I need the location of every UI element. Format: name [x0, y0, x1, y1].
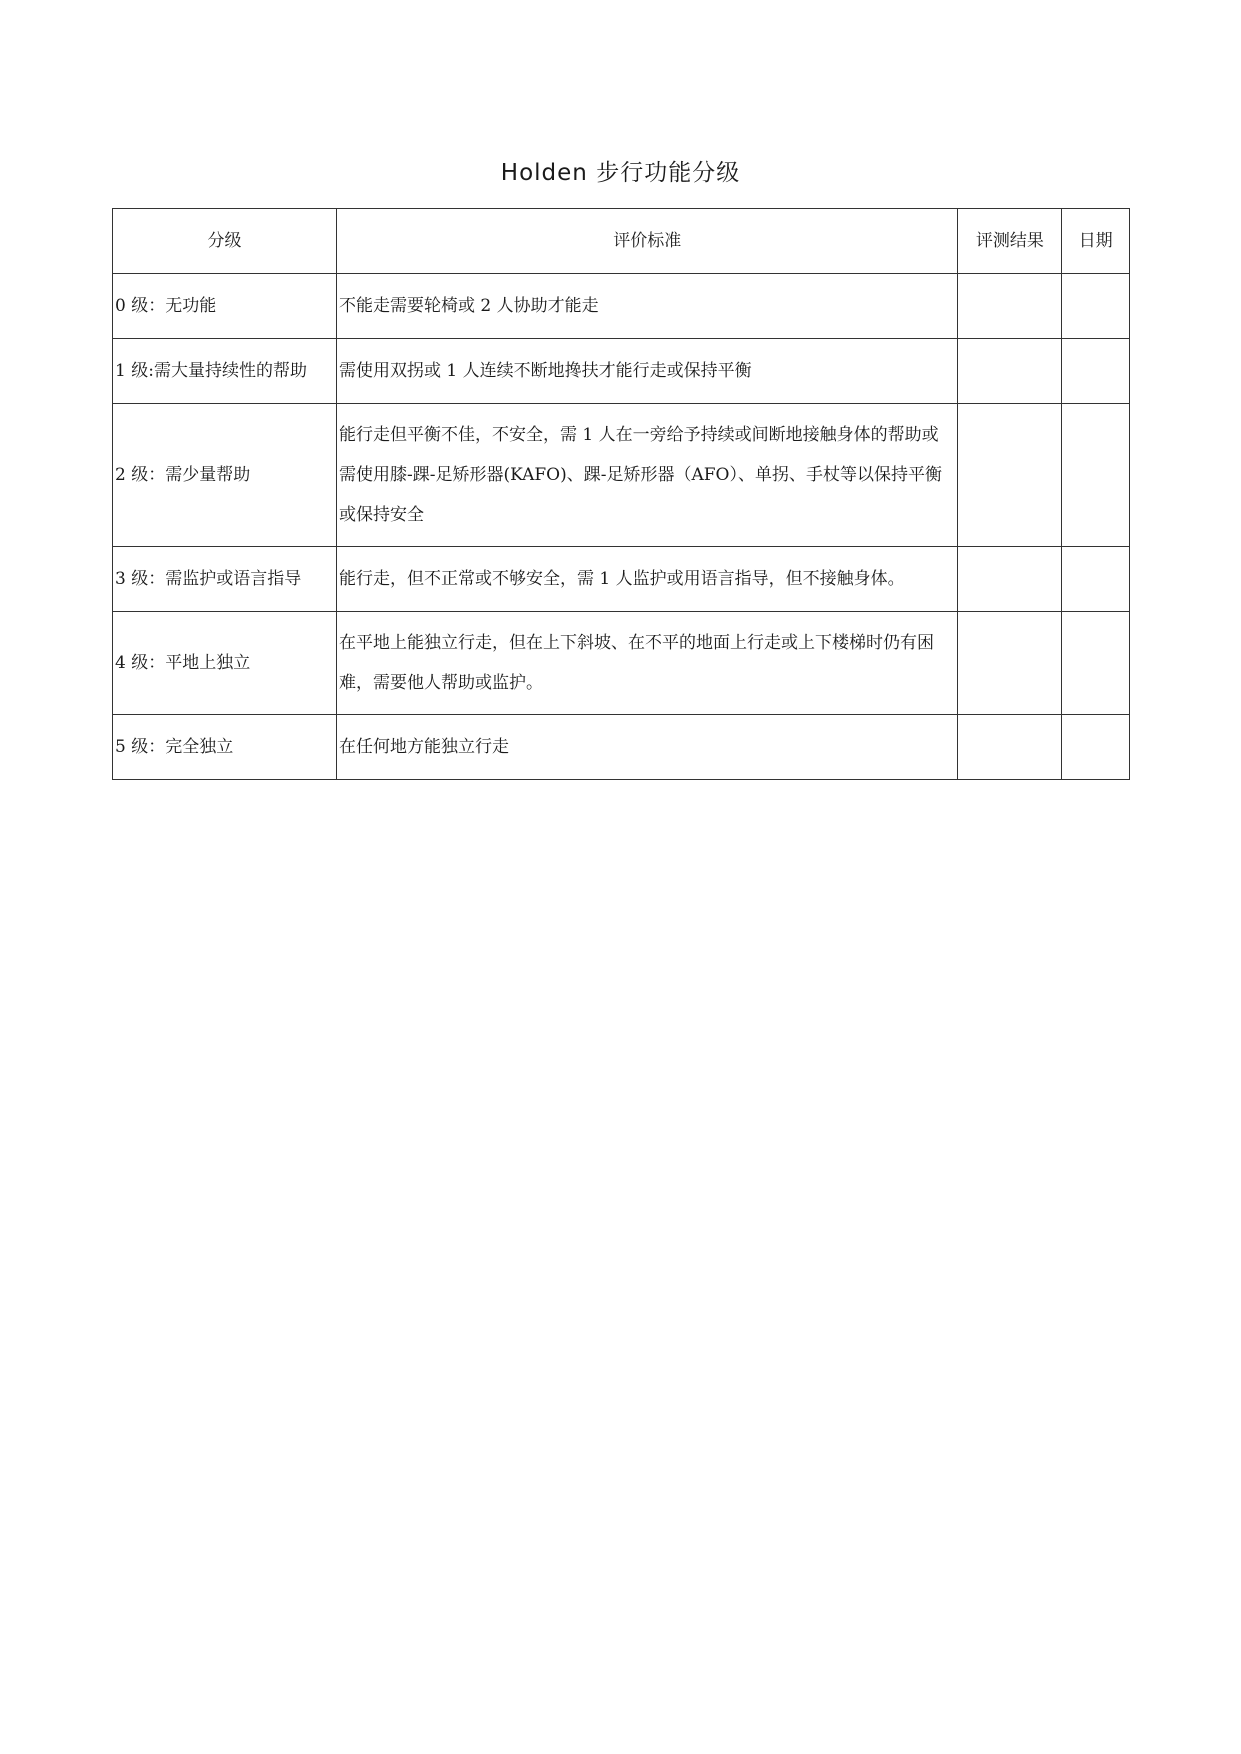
result-cell[interactable] [958, 715, 1062, 780]
date-cell[interactable] [1062, 715, 1130, 780]
table-row [113, 404, 1130, 547]
grade-cell: 4 级：平地上独立 [113, 612, 337, 715]
criteria-cell: 能行走，但不正常或不够安全，需 1 人监护或用语言指导，但不接触身体。 [336, 547, 958, 612]
table-row [113, 612, 1130, 715]
criteria-cell: 不能走需要轮椅或 2 人协助才能走 [336, 274, 958, 339]
grade-cell: 5 级：完全独立 [113, 715, 337, 780]
header-result: 评测结果 [958, 209, 1062, 274]
grade-cell: 0 级：无功能 [113, 274, 337, 339]
date-cell[interactable] [1062, 339, 1130, 404]
page-title: Holden 步行功能分级 [500, 160, 741, 186]
date-cell[interactable] [1062, 274, 1130, 339]
criteria-cell: 需使用双拐或 1 人连续不断地搀扶才能行走或保持平衡 [336, 339, 958, 404]
table-row [113, 547, 1130, 612]
result-cell[interactable] [958, 339, 1062, 404]
result-cell[interactable] [958, 404, 1062, 547]
date-cell[interactable] [1062, 612, 1130, 715]
date-cell[interactable] [1062, 547, 1130, 612]
grade-cell: 2 级：需少量帮助 [113, 404, 337, 547]
grade-cell: 3 级：需监护或语言指导 [113, 547, 337, 612]
grade-cell: 1 级:需大量持续性的帮助 [113, 339, 337, 404]
criteria-cell: 能行走但平衡不佳，不安全，需 1 人在一旁给予持续或间断地接触身体的帮助或需使用膝-踝-足矫形器(KAFO)、踝-足矫形器（AFO）、单拐、手杖等以保持平衡或保持安全 [336, 404, 958, 547]
table-header-row [113, 209, 1130, 274]
criteria-cell: 在平地上能独立行走，但在上下斜坡、在不平的地面上行走或上下楼梯时仍有困难，需要他人帮助或监护。 [336, 612, 958, 715]
date-cell[interactable] [1062, 404, 1130, 547]
result-cell[interactable] [958, 612, 1062, 715]
holden-grade-table [112, 208, 1130, 780]
header-date: 日期 [1062, 209, 1130, 274]
header-criteria: 评价标准 [336, 209, 958, 274]
table-row [113, 715, 1130, 780]
table-row [113, 274, 1130, 339]
result-cell[interactable] [958, 274, 1062, 339]
header-grade: 分级 [113, 209, 337, 274]
result-cell[interactable] [958, 547, 1062, 612]
criteria-cell: 在任何地方能独立行走 [336, 715, 958, 780]
table-row [113, 339, 1130, 404]
